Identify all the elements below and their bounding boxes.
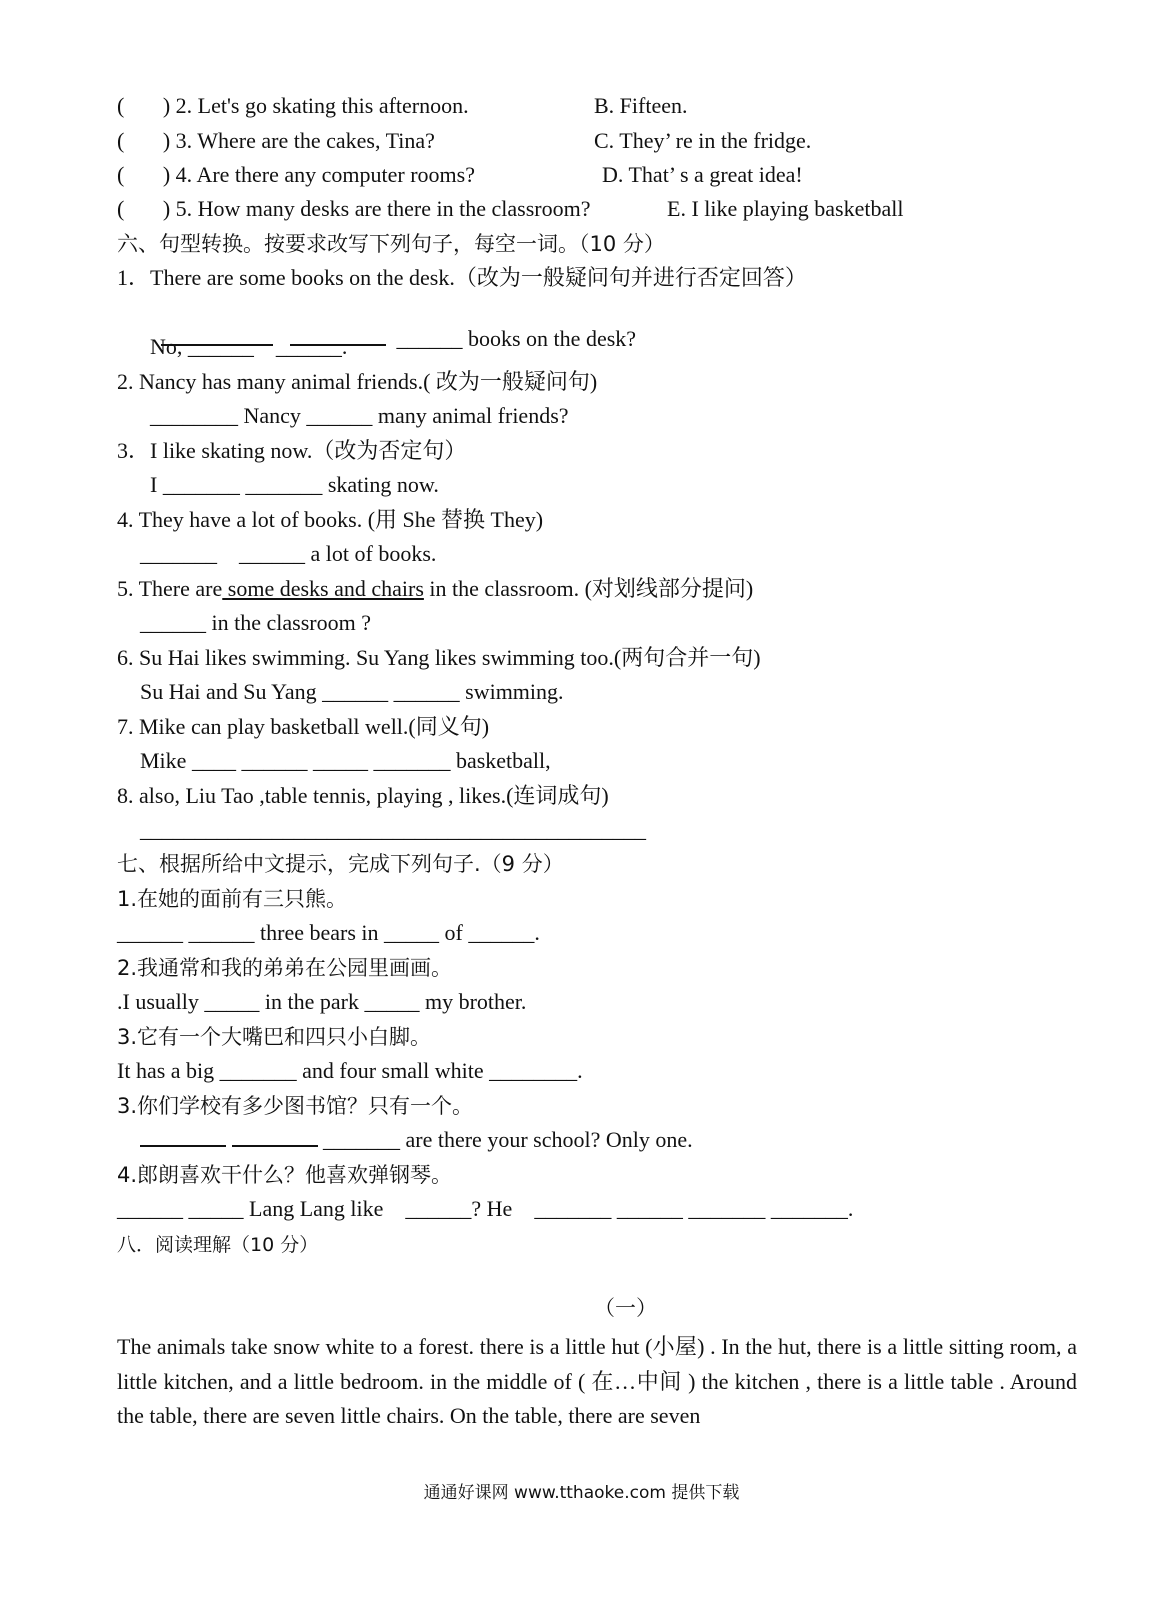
matching-q3: ( ) 3. Where are the cakes, Tina? [117, 128, 435, 153]
s7-q5: 4.郎朗喜欢干什么？他喜欢弹钢琴。 [117, 1163, 453, 1187]
s7-q3-answer: It has a big _______ and four small white ________. [117, 1058, 583, 1083]
s6-q7-answer: Mike ____ ______ _____ _______ basketball, [140, 748, 551, 773]
s6-q5 [117, 576, 753, 602]
section6-heading: 六、句型转换。按要求改写下列句子，每空一词。（10 分） [117, 232, 665, 256]
blank [232, 1127, 318, 1147]
section7-heading: 七、根据所给中文提示，完成下列句子.（9 分） [117, 852, 564, 876]
passage-title: （一） [594, 1296, 657, 1320]
s7-q1-answer: ______ ______ three bears in _____ of ______. [117, 920, 540, 945]
s6-q1-no: No, ______ ______. [150, 334, 348, 359]
section8-heading: 八．阅读理解（10 分） [117, 1234, 319, 1256]
s6-q1: 1．There are some books on the desk.（改为一般疑问句并进行否定回答） [117, 265, 807, 290]
s6-q5-answer: ______ in the classroom ? [140, 610, 371, 635]
s6-q5-post: in the classroom. (对划线部分提问) [423, 576, 754, 601]
s7-q2-answer: .I usually _____ in the park _____ my brother. [117, 989, 527, 1014]
blank [140, 1127, 226, 1147]
matching-q4: ( ) 4. Are there any computer rooms? [117, 162, 475, 187]
s7-q4-answer: _______ are there your school? Only one. [317, 1127, 693, 1152]
s7-q2: 2.我通常和我的弟弟在公园里画画。 [117, 956, 453, 980]
matching-a-b: B. Fifteen. [594, 93, 688, 118]
footer-text: 通通好课网 www.tthaoke.com 提供下载 [423, 1483, 740, 1503]
s6-q2: 2. Nancy has many animal friends.( 改为一般疑问句) [117, 369, 598, 394]
s7-q1: 1.在她的面前有三只熊。 [117, 887, 348, 911]
s6-q3: 3．I like skating now.（改为否定句） [117, 438, 467, 463]
matching-q5: ( ) 5. How many desks are there in the classroom? [117, 196, 591, 221]
s6-q5-pre: 5. There are [117, 576, 223, 601]
s6-q7: 7. Mike can play basketball well.(同义句) [117, 714, 490, 739]
matching-q2: ( ) 2. Let's go skating this afternoon. [117, 93, 469, 118]
s6-q2-answer: ________ Nancy ______ many animal friends? [150, 403, 569, 428]
s6-q6: 6. Su Hai likes swimming. Su Yang likes swimming too.(两句合并一句) [117, 645, 761, 670]
s6-q1-answer: ______ books on the desk? [391, 326, 637, 351]
s6-q6-answer: Su Hai and Su Yang ______ ______ swimming. [140, 679, 564, 704]
s6-q5-underlined: some desks and chairs [222, 576, 424, 601]
s6-q4-answer: _______ ______ a lot of books. [140, 541, 437, 566]
s6-q8-answer: ______________________________________________ [140, 817, 646, 842]
s7-q4-answer-line [140, 1127, 693, 1153]
s7-q4: 3.你们学校有多少图书馆？只有一个。 [117, 1094, 474, 1118]
s6-q3-answer: I _______ _______ skating now. [150, 472, 439, 497]
s7-q5-answer: ______ _____ Lang Lang like ______? He _______ ______ _______ _______. [117, 1196, 854, 1221]
matching-a-c: C. They’ re in the fridge. [594, 128, 812, 153]
s6-q8: 8. also, Liu Tao ,table tennis, playing , likes.(连词成句) [117, 783, 609, 808]
s6-q4: 4. They have a lot of books. (用 She 替换 They) [117, 507, 544, 532]
matching-a-d: D. That’ s a great idea! [602, 162, 803, 187]
matching-a-e: E. I like playing basketball [667, 196, 904, 221]
s7-q3: 3.它有一个大嘴巴和四只小白脚。 [117, 1025, 432, 1049]
reading-passage: The animals take snow white to a forest. there is a little hut (小屋) . In the hut, there is a little sitting room, a little kitchen, and a little bedroom. in the middle of ( 在…中间 ) the kitchen , there is a little table . Around the table, there are seven little chairs. On the table, there are seven [117, 1334, 1077, 1428]
